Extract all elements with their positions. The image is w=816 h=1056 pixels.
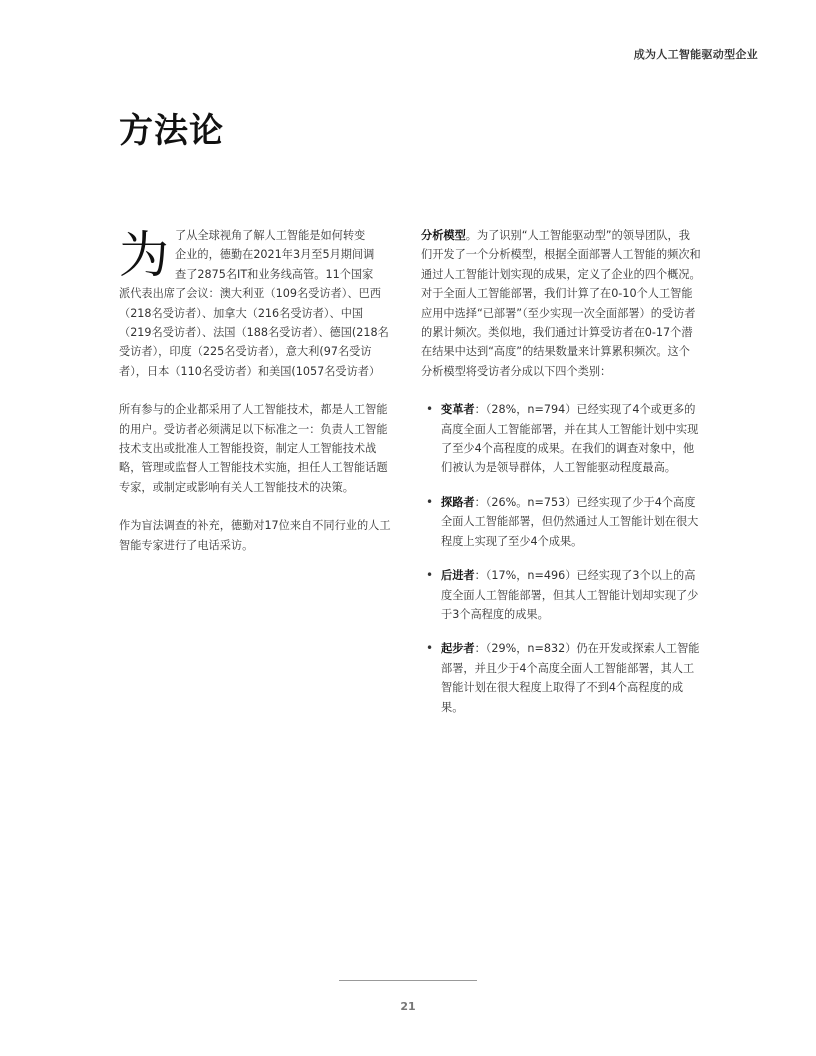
bullet-icon: • bbox=[426, 402, 434, 417]
analysis-model-term: 分析模型 bbox=[421, 229, 466, 242]
category-term: 变革者 bbox=[441, 403, 475, 417]
bullet-icon: • bbox=[426, 641, 434, 656]
dropcap-letter: 为 bbox=[119, 226, 169, 284]
list-item-starters bbox=[421, 639, 701, 717]
category-term: 后进者 bbox=[441, 569, 475, 583]
intro-rest: 派代表出席了会议：澳大利亚（109名受访者）、巴西（218名受访者）、加拿大（216名受访者）、中国（219名受访者）、法国（188名受访者）、德国(218名受访者），印度（225名受访者），意大利(97名受访者），日本（110名受访者）和美国(1057名受访者） bbox=[119, 287, 389, 378]
right-column bbox=[421, 226, 701, 732]
intro-line-3: 查了2875名IT和业务线高管。11个国家 bbox=[175, 267, 374, 281]
intro-paragraph bbox=[119, 226, 391, 381]
category-list bbox=[421, 400, 701, 717]
list-item-pathseekers bbox=[421, 493, 701, 551]
intro-line-1: 了从全球视角了解人工智能是如何转变 bbox=[175, 229, 366, 242]
paragraph-interviews: 作为盲法调查的补充，德勤对17位来自不同行业的人工智能专家进行了电话采访。 bbox=[119, 519, 391, 552]
analysis-model-text: 。为了识别“人工智能驱动型”的领导团队，我们开发了一个分析模型，根据全面部署人工智能的频次和通过人工智能计划实现的成果，定义了企业的四个概况。对于全面人工智能部署，我们计算了在0-10个人工智能应用中选择“已部署”（至少实现一次全面部署）的受访者的累计频次。类似地，我们通过计算受访者在0-17个潜在结果中达到“高度”的结果数量来计算累积频次。这个分析模型将受访者分成以下四个类别： bbox=[421, 229, 701, 378]
analysis-model-paragraph bbox=[421, 226, 701, 381]
page-title: 方法论 bbox=[119, 111, 224, 151]
category-text: ：（29%，n=832）仍在开发或探索人工智能部署，并且少于4个高度全面人工智能部署，其人工智能计划在很大程度上取得了不到4个高程度的成果。 bbox=[441, 642, 700, 714]
page-number: 21 bbox=[400, 1000, 416, 1013]
running-header: 成为人工智能驱动型企业 bbox=[633, 48, 758, 61]
category-text: ：（17%，n=496）已经实现了3个以上的高度全面人工智能部署，但其人工智能计划却实现了少于3个高程度的成果。 bbox=[441, 569, 699, 621]
paragraph-participants: 所有参与的企业都采用了人工智能技术，都是人工智能的用户。受访者必须满足以下标准之一：负责人工智能技术支出或批准人工智能投资，制定人工智能技术战略，管理或监督人工智能技术实施，担任人工智能话题专家，或制定或影响有关人工智能技术的决策。 bbox=[119, 403, 388, 494]
category-text: ：（28%，n=794）已经实现了4个或更多的高度全面人工智能部署，并在其人工智能计划中实现了至少4个高程度的成果。在我们的调查对象中，他们被认为是领导群体，人工智能驱动程度最高。 bbox=[441, 403, 699, 475]
intro-line-2: 企业的，德勤在2021年3月至5月期间调 bbox=[175, 248, 375, 262]
bullet-icon: • bbox=[426, 568, 434, 583]
category-term: 探路者 bbox=[441, 495, 475, 509]
left-column bbox=[119, 226, 391, 574]
category-text: ：（26%。n=753）已经实现了少于4个高度全面人工智能部署，但仍然通过人工智能计划在很大程度上实现了至少4个成果。 bbox=[441, 495, 699, 548]
bullet-icon: • bbox=[426, 494, 434, 509]
list-item-underachievers bbox=[421, 566, 701, 624]
list-item-transformers bbox=[421, 400, 701, 478]
footer-divider bbox=[339, 980, 477, 981]
category-term: 起步者 bbox=[441, 642, 475, 656]
